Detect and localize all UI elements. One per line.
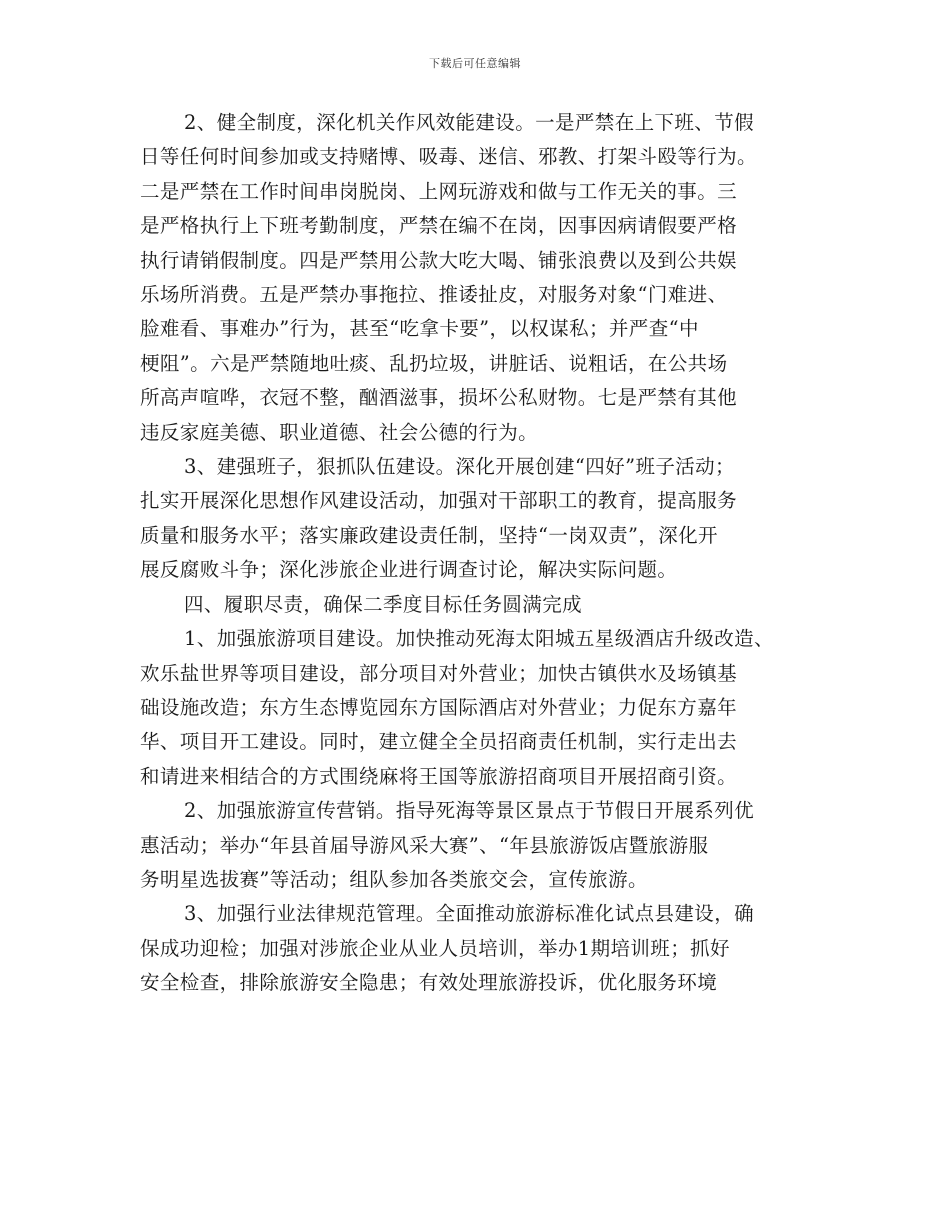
- text-line: 扎实开展深化思想作风建设活动，加强对干部职工的教育，提高服务: [140, 489, 738, 513]
- text-line: 二是严禁在工作时间串岗脱岗、上网玩游戏和做与工作无关的事。三: [140, 179, 738, 203]
- text-line: 违反家庭美德、职业道德、社会公德的行为。: [140, 420, 539, 444]
- text-line: 3、加强行业法律规范管理。全面推动旅游标准化试点县建设，确: [184, 902, 755, 926]
- text-line: 所高声喧哗，衣冠不整，酗酒滋事，损坏公私财物。七是严禁有其他: [140, 386, 738, 410]
- text-line: 欢乐盐世界等项目建设，部分项目对外营业；加快古镇供水及场镇基: [140, 661, 738, 685]
- text-line: 展反腐败斗争；深化涉旅企业进行调查讨论，解决实际问题。: [140, 558, 678, 582]
- text-line: 2、加强旅游宣传营销。指导死海等景区景点于节假日开展系列优: [184, 799, 755, 823]
- text-line: 2、健全制度，深化机关作风效能建设。一是严禁在上下班、节假: [184, 111, 755, 134]
- text-line: 四、履职尽责，确保二季度目标任务圆满完成: [184, 592, 583, 616]
- text-line: 质量和服务水平；落实廉政建设责任制，坚持“一岗双责”，深化开: [140, 523, 718, 547]
- text-line: 1、加强旅游项目建设。加快推动死海太阳城五星级酒店升级改造、: [184, 627, 774, 651]
- text-line: 和请进来相结合的方式围绕麻将王国等旅游招商项目开展招商引资。: [140, 764, 738, 788]
- text-line: 惠活动；举办“年县首届导游风采大赛”、“年县旅游饭店暨旅游服: [140, 833, 709, 857]
- text-line: 务明星选拔赛”等活动；组队参加各类旅交会，宣传旅游。: [140, 867, 648, 891]
- text-line: 日等任何时间参加或支持赌博、吸毒、迷信、邪教、打架斗殴等行为。: [140, 145, 757, 169]
- text-line: 安全检查，排除旅游安全隐患；有效处理旅游投诉，优化服务环境: [140, 971, 718, 995]
- body-text: [140, 106, 820, 1001]
- text-line: 保成功迎检；加强对涉旅企业从业人员培训，举办1期培训班；抓好: [140, 936, 730, 960]
- text-line: 梗阻”。六是严禁随地吐痰、乱扔垃圾，讲脏话、说粗话，在公共场: [140, 351, 728, 375]
- text-line: 华、项目开工建设。同时，建立健全全员招商责任机制，实行走出去: [140, 730, 738, 754]
- text-line: 脸难看、事难办”行为，甚至“吃拿卡要”，以权谋私；并严查“中: [140, 317, 699, 341]
- text-line: 乐场所消费。五是严禁办事拖拉、推诿扯皮，对服务对象“门难进、: [140, 283, 728, 307]
- text-line: 是严格执行上下班考勤制度，严禁在编不在岗，因事因病请假要严格: [140, 214, 738, 238]
- text-line: 础设施改造；东方生态博览园东方国际酒店对外营业；力促东方嘉年: [140, 695, 738, 719]
- header-note: 下载后可任意编辑: [429, 57, 521, 70]
- text-line: 执行请销假制度。四是严禁用公款大吃大喝、铺张浪费以及到公共娱: [140, 248, 738, 272]
- text-line: 3、建强班子，狠抓队伍建设。深化开展创建“四好”班子活动；: [184, 455, 735, 479]
